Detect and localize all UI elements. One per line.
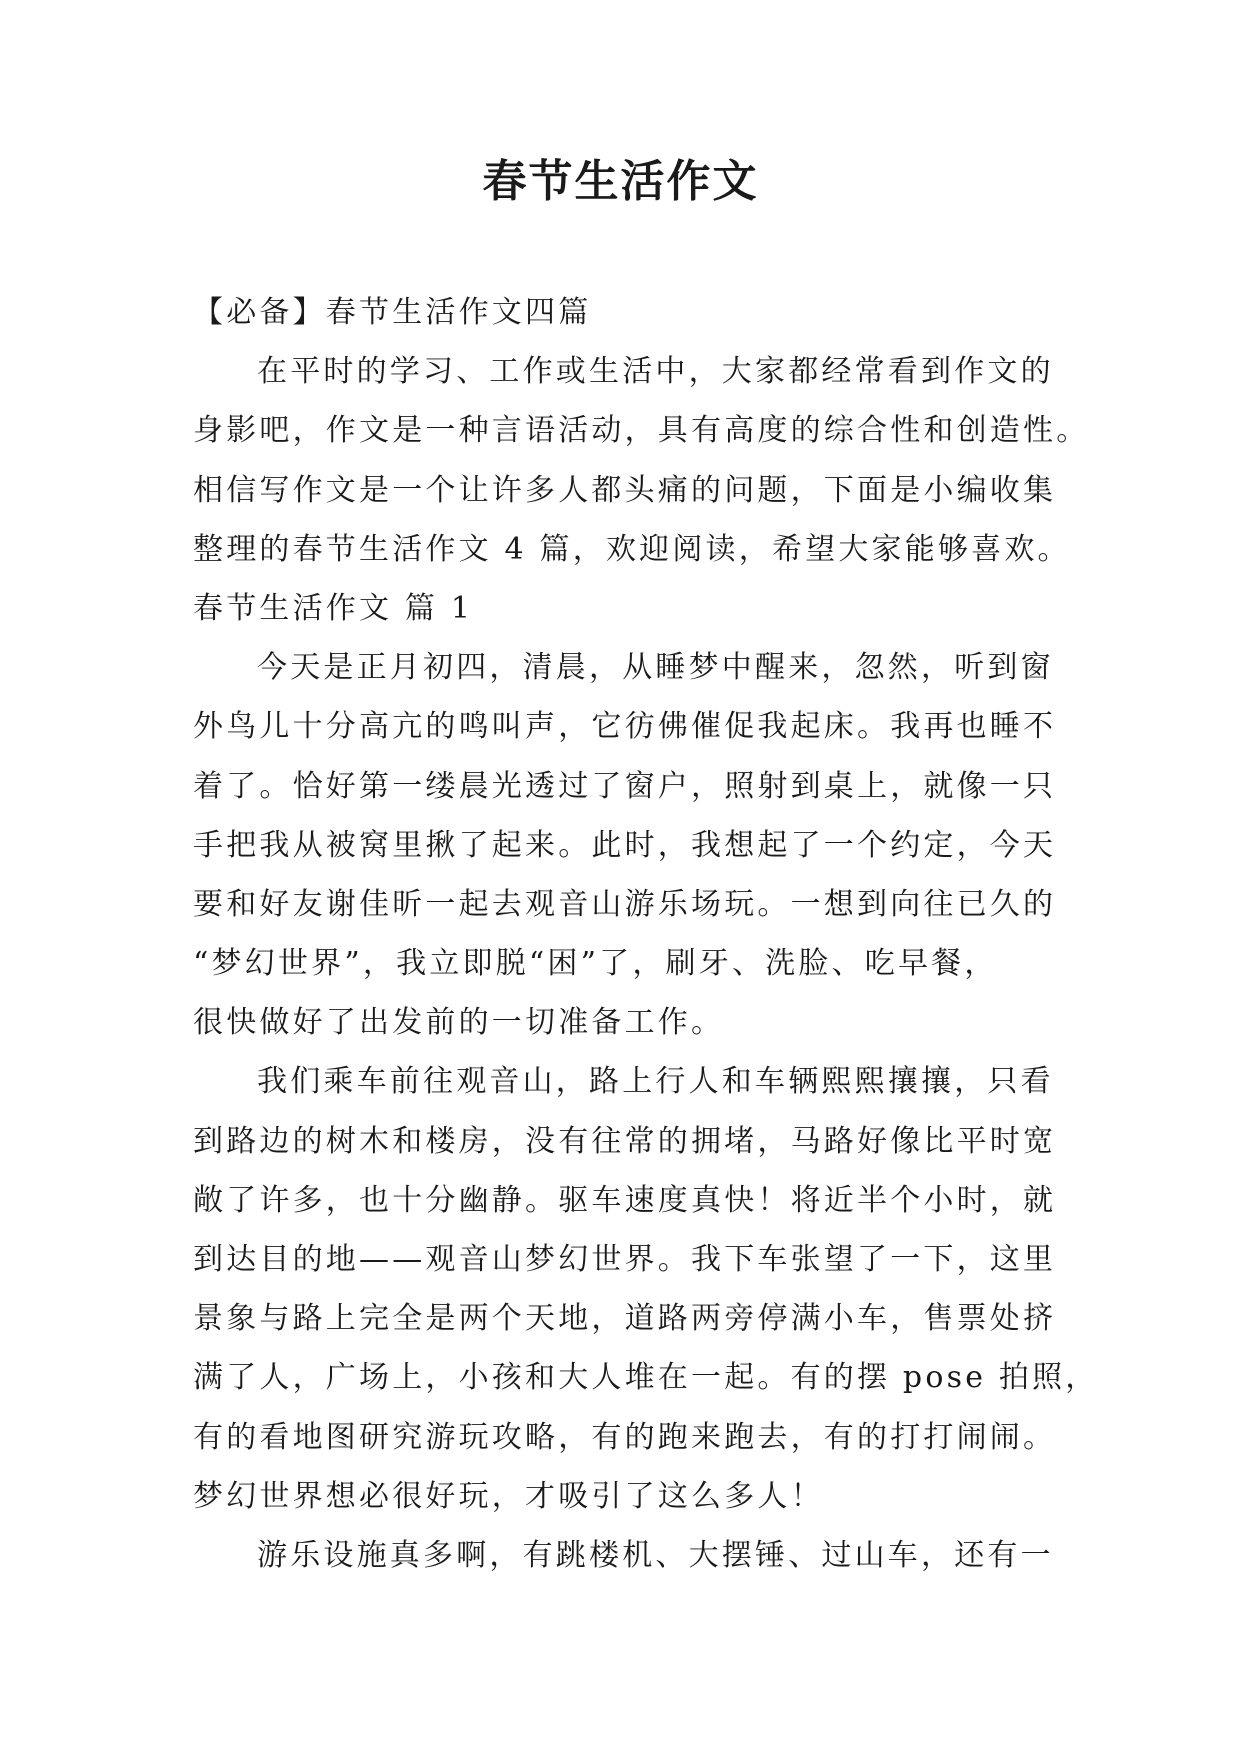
- text-line: 外鸟儿十分高亢的鸣叫声，它彷佛催促我起床。我再也睡不: [193, 709, 1057, 745]
- text-line: 着了。恰好第一缕晨光透过了窗户，照射到桌上，就像一只: [193, 768, 1057, 804]
- text-line: 敞了许多，也十分幽静。驱车速度真快！将近半个小时，就: [193, 1182, 1057, 1218]
- text-line: 很快做好了出发前的一切准备工作。: [193, 1005, 725, 1041]
- text-line: 今天是正月初四，清晨，从睡梦中醒来，忽然，听到窗: [257, 650, 1054, 686]
- text-line: 春节生活作文 篇 1: [193, 590, 474, 626]
- document-body: [193, 283, 1099, 1585]
- text-line: 相信写作文是一个让许多人都头痛的问题，下面是小编收集: [193, 472, 1057, 508]
- text-line: 到路边的树木和楼房，没有往常的拥堵，马路好像比平时宽: [193, 1123, 1057, 1159]
- document-title: 春节生活作文: [482, 156, 759, 207]
- text-line: 【必备】春节生活作文四篇: [193, 295, 592, 330]
- text-line: 要和好友谢佳昕一起去观音山游乐场玩。一想到向往已久的: [193, 886, 1057, 922]
- text-line: 有的看地图研究游玩攻略，有的跑来跑去，有的打打闹闹。: [193, 1419, 1057, 1455]
- text-line: 满了人，广场上，小孩和大人堆在一起。有的摆 pose 拍照，: [193, 1360, 1099, 1396]
- text-line: 景象与路上完全是两个天地，道路两旁停满小车，售票处挤: [193, 1301, 1057, 1337]
- text-line: 整理的春节生活作文 4 篇，欢迎阅读，希望大家能够喜欢。: [193, 531, 1071, 567]
- text-line: 身影吧，作文是一种言语活动，具有高度的综合性和创造性。: [193, 413, 1090, 449]
- text-line: 我们乘车前往观音山，路上行人和车辆熙熙攘攘，只看: [257, 1064, 1054, 1100]
- text-line: 手把我从被窝里揪了起来。此时，我想起了一个约定，今天: [193, 827, 1057, 863]
- text-line: 在平时的学习、工作或生活中，大家都经常看到作文的: [257, 354, 1054, 390]
- text-line: 游乐设施真多啊，有跳楼机、大摆锤、过山车，还有一: [257, 1537, 1054, 1573]
- text-line: 到达目的地——观音山梦幻世界。我下车张望了一下，这里: [193, 1242, 1057, 1277]
- text-line: 梦幻世界想必很好玩，才吸引了这么多人！: [193, 1478, 824, 1514]
- text-line: “梦幻世界”，我立即脱“困”了，刷牙、洗脸、吃早餐，: [193, 946, 998, 982]
